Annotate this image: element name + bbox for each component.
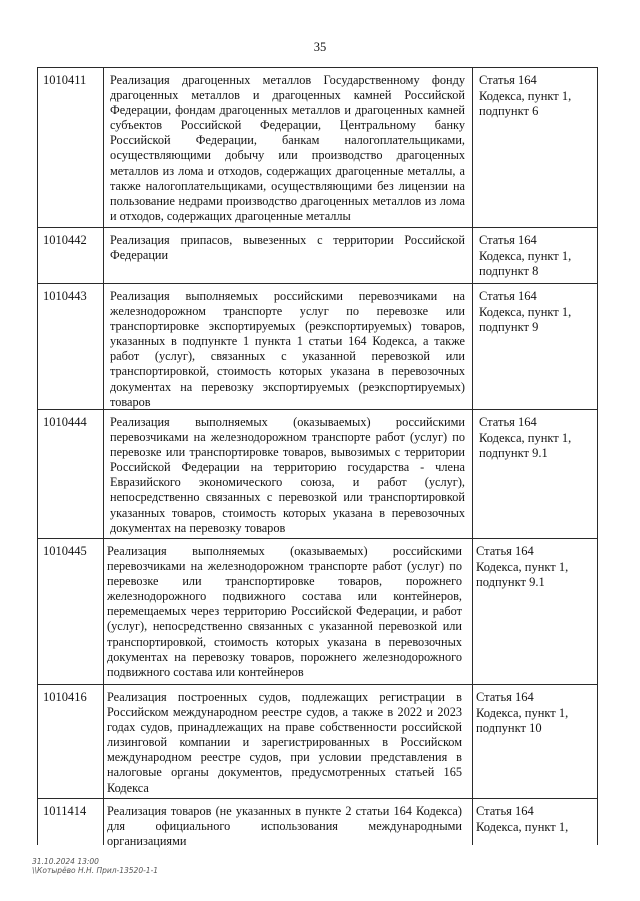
row-description: Реализация драгоценных металлов Государственному фонду драгоценных металлов и драгоценных камней Российской Федерации, фондам драгоценных металлов и драгоценных камней субъектов Российской Федерации, Центральному банку Российской Федерации, банкам налогоплательщиками, осуществляющими добычу или производство драгоценных металлов из лома и отходов, содержащих драгоценные металлы, а также налогоплательщиками, осуществляющими без лицензии на пользование недрами производство драгоценных металлов из лома и отходов, содержащих драгоценные металлы xyxy=(110,73,465,223)
row-reference: Статья 164 Кодекса, пункт 1, подпункт 9 xyxy=(479,289,572,335)
row-divider xyxy=(37,283,598,284)
row-divider xyxy=(37,67,598,68)
row-description: Реализация выполняемых (оказываемых) российскими перевозчиками на железнодорожном транспорте работ (услуг) по перевозке или транспортировке товаров, вывозимых с территории Российской Федерации на территорию государства - члена Евразийского экономического союза, и работ (услуг), непосредственно связанных с перевозкой или транспортировкой указанных товаров, стоимость которых указана в перевозочных документах на перевозку товаров xyxy=(110,415,465,535)
row-description: Реализация припасов, вывезенных с территории Российской Федерации xyxy=(110,233,465,263)
row-description: Реализация выполняемых российскими перевозчиками на железнодорожном транспорте услуг по перевозке или транспортировке экспортируемых (реэкспортируемых) товаров, указанных в подпункте 1 пункта 1 статьи 164 Кодекса, а также работ (услуг), связанных с указанной перевозкой или транспортировкой, стоимость которых указана в перевозочных документах на перевозку экспортируемых (реэкспортируемых) товаров xyxy=(110,289,465,409)
row-divider xyxy=(37,798,598,799)
footer-timestamp: 31.10.2024 13:00 xyxy=(32,857,99,866)
row-reference: Статья 164 Кодекса, пункт 1, подпункт 6 xyxy=(479,73,572,119)
row-reference: Статья 164 Кодекса, пункт 1, подпункт 8 xyxy=(479,233,572,279)
row-code: 1010444 xyxy=(43,415,87,429)
column-border xyxy=(103,67,104,845)
row-reference: Статья 164 Кодекса, пункт 1, подпункт 9.1 xyxy=(476,544,569,590)
row-code: 1010416 xyxy=(43,690,87,704)
row-code: 1010442 xyxy=(43,233,87,247)
row-divider xyxy=(37,684,598,685)
row-divider xyxy=(37,538,598,539)
row-description: Реализация выполняемых (оказываемых) российскими перевозчиками на железнодорожном транспорте работ (услуг) по перевозке или транспортировке товаров, порожнего железнодорожного подвижного состава или контейнеров, перемещаемых через территорию Российской Федерации, и работ (услуг), непосредственно связанных с указанной перевозкой или транспортировкой, стоимость которых указана в перевозочных документах на перевозку товаров, порожнего железнодорожного подвижного состава или контейнеров xyxy=(107,544,462,679)
column-border xyxy=(37,67,38,845)
row-code: 1010443 xyxy=(43,289,87,303)
row-divider xyxy=(37,409,598,410)
row-description: Реализация построенных судов, подлежащих регистрации в Российском международном реестре судов, а также в 2022 и 2023 годах судов, принадлежащих на праве собственности российской лизинговой компании и зарегистрированных в Российском международном реестре судов, при условии представления в налоговые органы документов, предусмотренных статьей 165 Кодекса xyxy=(107,690,462,795)
row-code: 1010411 xyxy=(43,73,87,87)
row-reference: Статья 164 Кодекса, пункт 1, подпункт 10 xyxy=(476,690,569,736)
footer-stamp xyxy=(32,857,158,875)
page-number: 35 xyxy=(313,40,327,54)
row-code: 1011414 xyxy=(43,804,87,818)
row-divider xyxy=(37,227,598,228)
row-description: Реализация товаров (не указанных в пункте 2 статьи 164 Кодекса) для официального использования международными организациями xyxy=(107,804,462,849)
column-border xyxy=(597,67,598,845)
column-border xyxy=(472,67,473,845)
row-reference: Статья 164 Кодекса, пункт 1, xyxy=(476,804,569,834)
row-reference: Статья 164 Кодекса, пункт 1, подпункт 9.1 xyxy=(479,415,572,461)
footer-path: \\Котырёво Н.Н. Прил-13520-1-1 xyxy=(32,866,159,875)
row-code: 1010445 xyxy=(43,544,87,558)
